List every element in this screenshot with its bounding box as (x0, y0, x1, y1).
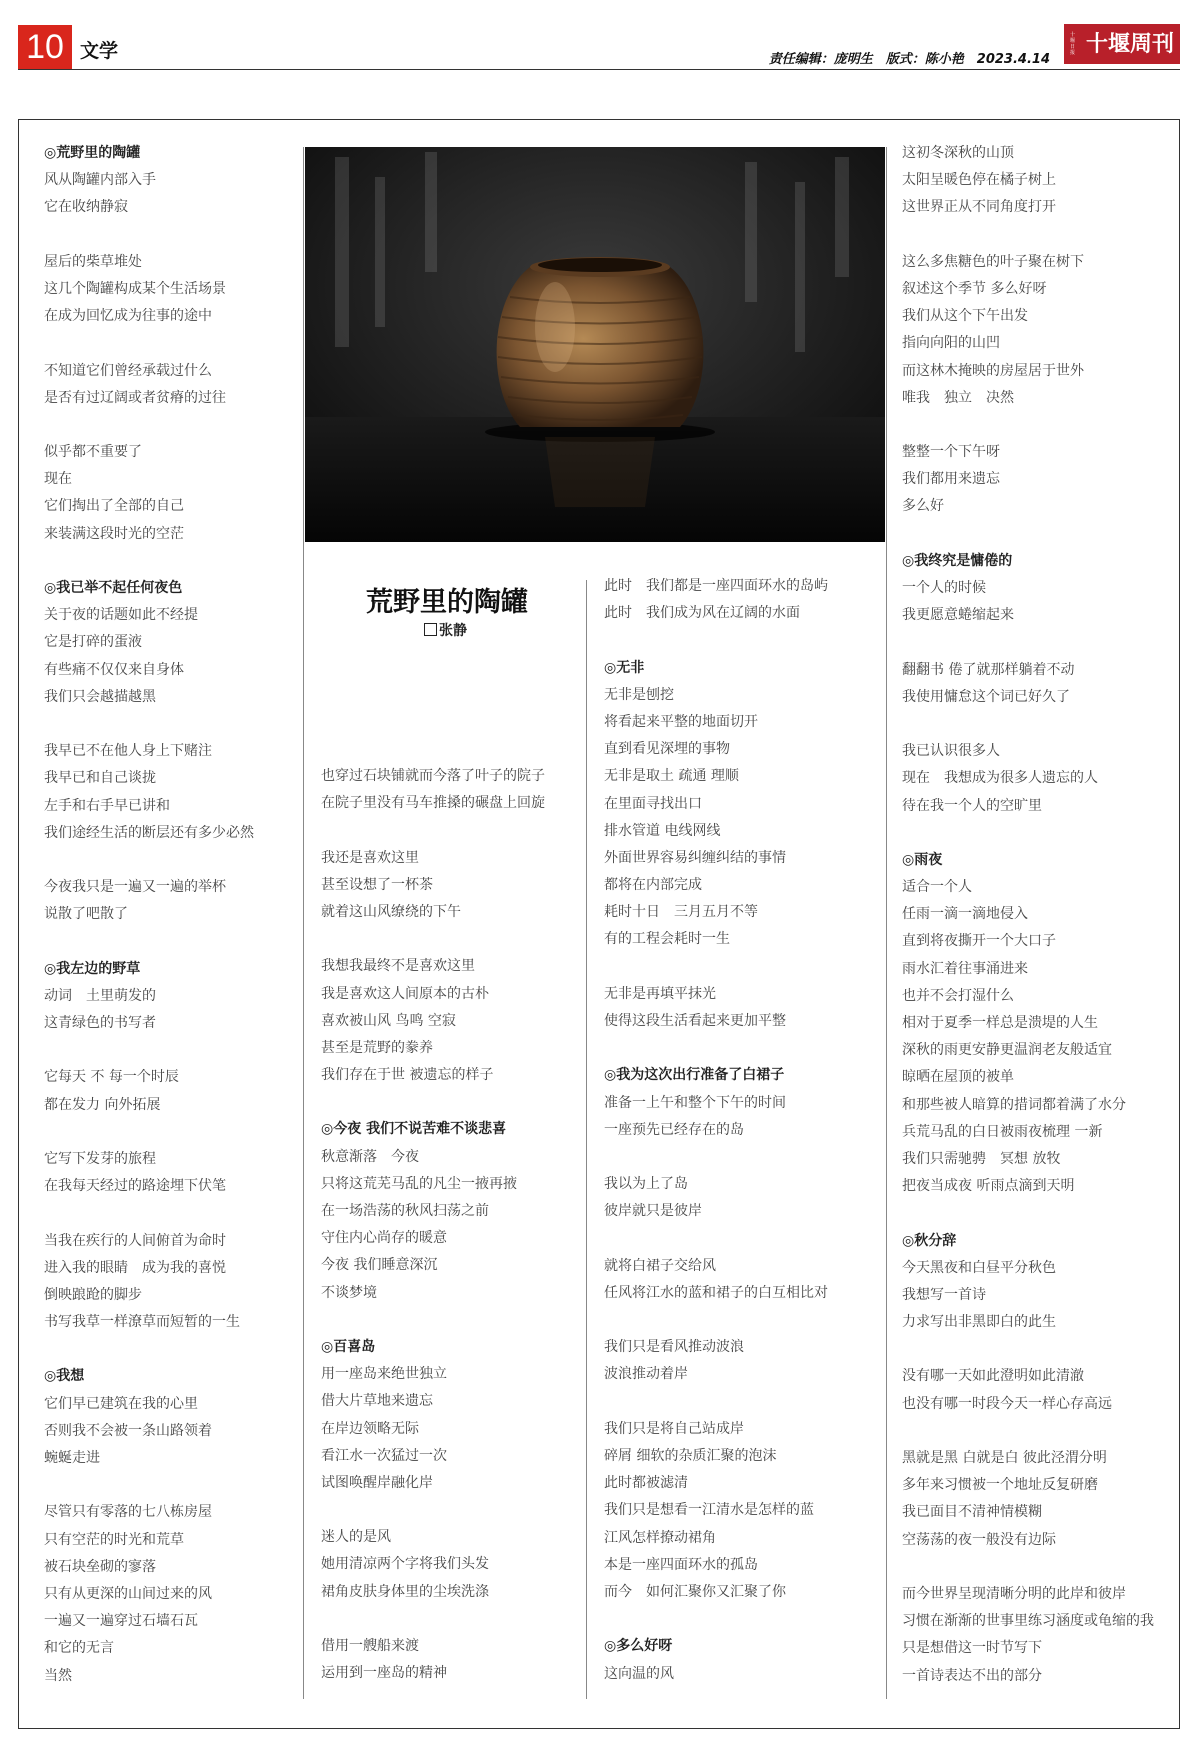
poem-heading: ◎我左边的野草 (44, 960, 141, 977)
poem-line: 它们掏出了全部的自己 (44, 498, 184, 515)
poem-line: 我是喜欢这人间原本的古朴 (321, 985, 489, 1002)
poem-line: 只有空茫的时光和荒草 (44, 1531, 184, 1548)
poem-column-3 (604, 573, 828, 1688)
poem-line: 也穿过石块铺就而今落了叶子的院子 (321, 768, 545, 784)
poem-line: 这向温的风 (604, 1665, 674, 1682)
poem-column-1 (44, 140, 254, 1690)
poem-line: 本是一座四面环水的孤岛 (604, 1556, 758, 1573)
poem-line: 来装满这段时光的空茫 (44, 525, 184, 542)
poem-line: 否则我不会被一条山路领着 (44, 1422, 212, 1439)
poem-line: 在一场浩荡的秋风扫荡之前 (321, 1203, 489, 1219)
poem-line: 外面世界容易纠缠纠结的事情 (604, 849, 786, 866)
poem-line: 将看起来平整的地面切开 (604, 713, 758, 730)
poem-line: 一座预先已经存在的岛 (604, 1121, 744, 1138)
poem-line: 蜿蜒走进 (44, 1450, 100, 1466)
stanza-gap (44, 222, 254, 249)
stanza-gap (321, 1307, 545, 1334)
poem-line: 任雨一滴一滴地侵入 (902, 906, 1028, 923)
poem-line: 关于夜的话题如此不经提 (44, 607, 198, 624)
stanza-gap (604, 1144, 828, 1171)
poem-line: 直到将夜撕开一个大口子 (902, 933, 1056, 950)
poem-line: 进入我的眼睛 成为我的喜悦 (44, 1259, 226, 1276)
poem-line: 在岸边领略无际 (321, 1420, 419, 1437)
poem-line: 我们只需驰骋 冥想 放牧 (902, 1150, 1061, 1167)
poem-line: 也并不会打湿什么 (902, 987, 1014, 1004)
author-box-icon (424, 623, 437, 636)
stanza-gap (902, 1336, 1154, 1363)
stanza-gap (321, 926, 545, 953)
stanza-gap (44, 330, 254, 357)
poem-line: 风从陶罐内部入手 (44, 172, 156, 189)
poem-line: 似乎都不重要了 (44, 444, 142, 461)
poem-line: 我已面目不清神情模糊 (902, 1504, 1042, 1521)
editor-credits: 责任编辑：庞明生 版式：陈小艳 2023.4.14 (768, 52, 1050, 67)
poem-heading: ◎雨夜 (902, 851, 943, 868)
poem-line: 左手和右手早已讲和 (44, 797, 170, 814)
poem-line: 黑就是黑 白就是白 彼此泾渭分明 (902, 1450, 1107, 1466)
poem-line: 我以为上了岛 (604, 1176, 688, 1193)
stanza-gap (604, 1035, 828, 1062)
stanza-gap (604, 1389, 828, 1416)
newspaper-logo (1064, 24, 1180, 64)
poem-line: 翻翻书 倦了就那样躺着不动 (902, 661, 1075, 678)
poem-column-4 (902, 140, 1154, 1690)
poem-line: 我们只是将自己站成岸 (604, 1420, 744, 1437)
poem-line: 当然 (44, 1667, 72, 1684)
poem-line: 我们都用来遗忘 (902, 471, 1000, 488)
poem-line: 不谈梦境 (321, 1284, 377, 1301)
poem-line: 整整一个下午呀 (902, 444, 1000, 461)
stanza-gap (321, 1606, 545, 1633)
poem-line: 我更愿意蜷缩起来 (902, 607, 1014, 624)
poem-line: 在院子里没有马车推搡的碾盘上回旋 (321, 795, 545, 812)
poem-line: 它们早已建筑在我的心里 (44, 1395, 198, 1412)
stanza-gap (902, 222, 1154, 249)
poem-line: 这青绿色的书写者 (44, 1015, 156, 1031)
column-divider-2 (586, 580, 587, 1699)
stanza-gap (604, 1226, 828, 1253)
poem-line: 今夜我只是一遍又一遍的举杯 (44, 879, 226, 896)
stanza-gap (902, 521, 1154, 548)
poem-line: 适合一个人 (902, 879, 972, 896)
stanza-gap (44, 1037, 254, 1064)
poem-line: 是否有过辽阔或者贫瘠的过往 (44, 389, 226, 406)
poem-heading: ◎无非 (604, 659, 645, 676)
poem-line: 它每天 不 每一个时辰 (44, 1069, 179, 1086)
poem-line: 指向向阳的山凹 (902, 335, 1000, 352)
poem-line: 在成为回忆成为往事的途中 (44, 308, 212, 325)
stanza-gap (604, 627, 828, 654)
poem-line: 被石块垒砌的寥落 (44, 1558, 156, 1575)
poem-line: 太阳呈暖色停在橘子树上 (902, 172, 1056, 189)
stanza-gap (321, 1089, 545, 1116)
stanza-gap (902, 711, 1154, 738)
poem-line: 倒映踉跄的脚步 (44, 1286, 142, 1303)
poem-line: 波浪推动着岸 (604, 1366, 688, 1383)
poem-line: 我早已不在他人身上下赌注 (44, 743, 212, 760)
poem-line: 守住内心尚存的暖意 (321, 1230, 447, 1247)
poem-line: 也没有哪一时段今天一样心存高远 (902, 1395, 1112, 1412)
poem-heading: ◎我终究是慵倦的 (902, 552, 1013, 569)
stanza-gap (902, 1418, 1154, 1445)
poem-line: 这世界正从不同角度打开 (902, 199, 1056, 216)
poem-line: 我想写一首诗 (902, 1286, 986, 1303)
article-title: 荒野里的陶罐 (366, 587, 528, 618)
poem-line: 兵荒马乱的白日被雨夜梳理 一新 (902, 1123, 1103, 1140)
poem-line: 运用到一座岛的精神 (321, 1665, 447, 1682)
poem-line: 今天黑夜和白昼平分秋色 (902, 1259, 1056, 1276)
poem-line: 晾晒在屋顶的被单 (902, 1069, 1014, 1086)
poem-line: 和那些被人暗算的措词都着满了水分 (902, 1096, 1126, 1113)
poem-line: 而今世界呈现清晰分明的此岸和彼岸 (902, 1585, 1126, 1602)
poem-line: 力求写出非黑即白的此生 (902, 1314, 1056, 1331)
poem-line: 它是打碎的蛋液 (44, 634, 142, 651)
poem-line: 此时都被滤清 (604, 1475, 688, 1492)
stanza-gap (44, 711, 254, 738)
poem-line: 甚至是荒野的豢养 (321, 1039, 433, 1056)
poem-line: 和它的无言 (44, 1640, 114, 1657)
poem-line: 都在发力 向外拓展 (44, 1096, 161, 1113)
poem-line: 书写我草一样潦草而短暂的一生 (44, 1314, 240, 1331)
poem-line: 而今 如何汇聚你又汇聚了你 (604, 1583, 786, 1600)
logo-small-text: 十堰日报 (1069, 32, 1075, 56)
poem-line: 我们只是想看一江清水是怎样的蓝 (604, 1502, 814, 1519)
poem-line: 空荡荡的夜一般没有边际 (902, 1531, 1056, 1548)
poem-line: 这么多焦糖色的叶子聚在树下 (902, 253, 1084, 270)
column-divider-3 (886, 147, 887, 1699)
poem-line: 一首诗表达不出的部分 (902, 1667, 1042, 1684)
stanza-gap (604, 1307, 828, 1334)
poem-line: 唯我 独立 决然 (902, 389, 1014, 406)
poem-line: 不知道它们曾经承载过什么 (44, 362, 212, 379)
stanza-gap (44, 1336, 254, 1363)
poem-line: 说散了吧散了 (44, 906, 128, 923)
poem-line: 多年来习惯被一个地址反复研磨 (902, 1477, 1098, 1494)
author-name: 张静 (439, 623, 467, 639)
stanza-gap (44, 1119, 254, 1146)
poem-line: 一遍又一遍穿过石墙石瓦 (44, 1613, 198, 1630)
poem-line: 无非是再填平抹光 (604, 985, 716, 1002)
poem-line: 它写下发芽的旅程 (44, 1150, 156, 1167)
poem-line: 尽管只有零落的七八栋房屋 (44, 1504, 212, 1521)
poem-line: 待在我一个人的空旷里 (902, 797, 1042, 814)
poem-line: 相对于夏季一样总是溃堤的人生 (902, 1015, 1098, 1031)
poem-line: 没有哪一天如此澄明如此清澈 (902, 1368, 1084, 1385)
poem-line: 准备一上午和整个下午的时间 (604, 1094, 786, 1111)
poem-line: 我已认识很多人 (902, 743, 1000, 760)
poem-line: 它在收纳静寂 (44, 199, 128, 216)
logo-text: 十堰周刊 (1085, 31, 1174, 57)
poem-line: 今夜 我们睡意深沉 (321, 1257, 438, 1274)
poem-line: 碎屑 细软的杂质汇聚的泡沫 (604, 1448, 777, 1464)
poem-heading: ◎今夜 我们不说苦难不谈悲喜 (321, 1121, 507, 1138)
poem-line: 我使用慵怠这个词已好久了 (902, 688, 1070, 705)
stanza-gap (44, 1200, 254, 1227)
poem-line: 在我每天经过的路途埋下伏笔 (44, 1178, 226, 1195)
poem-line: 叙述这个季节 多么好呀 (902, 280, 1047, 297)
stanza-gap (44, 548, 254, 575)
poem-heading: ◎百喜岛 (321, 1338, 376, 1355)
poem-line: 使得这段生活看起来更加平整 (604, 1013, 786, 1029)
poem-line: 都将在内部完成 (604, 877, 702, 894)
poem-line: 就着这山风缭绕的下午 (321, 903, 461, 920)
column-divider-1 (303, 147, 304, 1699)
poem-line: 任风将江水的蓝和裙子的白互相比对 (604, 1284, 828, 1301)
poem-line: 喜欢被山风 鸟鸣 空寂 (321, 1012, 456, 1029)
poem-line: 排水管道 电线网线 (604, 822, 721, 839)
poem-line: 现在 (44, 471, 72, 488)
poem-line: 江风怎样撩动裙角 (604, 1529, 716, 1546)
poem-line: 秋意渐落 今夜 (321, 1148, 419, 1165)
poem-line: 在里面寻找出口 (604, 795, 702, 812)
poem-heading: ◎荒野里的陶罐 (44, 145, 141, 161)
page-header (18, 20, 1180, 70)
poem-heading: ◎我想 (44, 1368, 85, 1385)
poem-line: 试图唤醒岸融化岸 (321, 1474, 433, 1491)
stanza-gap (44, 928, 254, 955)
section-name: 文学 (80, 40, 119, 62)
poem-line: 耗时十日 三月五月不等 (604, 904, 758, 921)
poem-line: 雨水汇着往事涌进来 (902, 960, 1028, 977)
poem-line: 把夜当成夜 听雨点滴到天明 (902, 1178, 1075, 1195)
poem-line: 这初冬深秋的山顶 (902, 145, 1014, 161)
stanza-gap (902, 1554, 1154, 1581)
poem-line: 此时 我们都是一座四面环水的岛屿 (604, 578, 828, 594)
stanza-gap (321, 1497, 545, 1524)
poem-heading: ◎秋分辞 (902, 1232, 957, 1249)
stanza-gap (44, 1472, 254, 1499)
stanza-gap (604, 1606, 828, 1633)
poem-line: 这几个陶罐构成某个生活场景 (44, 280, 226, 297)
poem-line: 无非是刨挖 (604, 686, 674, 703)
poem-line: 就将白裙子交给风 (604, 1257, 716, 1274)
poem-line: 我还是喜欢这里 (321, 849, 419, 866)
stanza-gap (44, 412, 254, 439)
poem-line: 一个人的时候 (902, 580, 986, 596)
poem-line: 直到看见深埋的事物 (604, 741, 730, 758)
poem-line: 有的工程会耗时一生 (604, 931, 730, 948)
poem-heading: ◎多么好呀 (604, 1638, 673, 1655)
poem-line: 此时 我们成为风在辽阔的水面 (604, 605, 800, 622)
poem-line: 屋后的柴草堆处 (44, 253, 142, 270)
poem-line: 我们存在于世 被遗忘的样子 (321, 1067, 494, 1084)
poem-line: 甚至设想了一杯茶 (321, 876, 433, 893)
stanza-gap (902, 629, 1154, 656)
stanza-gap (902, 412, 1154, 439)
poem-line: 我们途经生活的断层还有多少必然 (44, 824, 254, 841)
poem-line: 借用一艘船来渡 (321, 1638, 419, 1654)
stanza-gap (902, 1200, 1154, 1227)
poem-line: 借大片草地来遗忘 (321, 1393, 433, 1410)
poem-line: 看江水一次猛过一次 (321, 1447, 447, 1464)
poem-line: 当我在疾行的人间俯首为命时 (44, 1232, 226, 1249)
poem-heading: ◎我已举不起任何夜色 (44, 580, 183, 596)
page-number: 10 (18, 25, 72, 69)
poem-column-2 (321, 763, 545, 1687)
poem-line: 而这林木掩映的房屋居于世外 (902, 362, 1084, 379)
clay-jar-photo (305, 147, 885, 542)
poem-line: 她用清凉两个字将我们头发 (321, 1556, 489, 1573)
poem-line: 我们只是看风推动波浪 (604, 1339, 744, 1356)
poem-line: 裙角皮肤身体里的尘埃洗涤 (321, 1583, 489, 1600)
poem-line: 彼岸就只是彼岸 (604, 1203, 702, 1220)
poem-line: 只有从更深的山间过来的风 (44, 1585, 212, 1602)
poem-line: 有些痛不仅仅来自身体 (44, 661, 184, 678)
stanza-gap (604, 954, 828, 981)
poem-heading: ◎我为这次出行准备了白裙子 (604, 1067, 785, 1084)
poem-line: 只是想借这一时节写下 (902, 1640, 1042, 1657)
poem-line: 现在 我想成为很多人遗忘的人 (902, 770, 1098, 787)
header-rule (18, 69, 1180, 70)
poem-line: 深秋的雨更安静更温润老友般适宜 (902, 1042, 1112, 1059)
stanza-gap (44, 847, 254, 874)
poem-line: 我们只会越描越黑 (44, 688, 156, 705)
poem-line: 我们从这个下午出发 (902, 308, 1028, 325)
stanza-gap (321, 817, 545, 844)
stanza-gap (902, 820, 1154, 847)
poem-line: 迷人的是风 (321, 1529, 391, 1546)
article-author (424, 620, 467, 640)
poem-line: 无非是取土 疏通 理顺 (604, 768, 739, 785)
poem-line: 多么好 (902, 498, 944, 515)
poem-line: 动词 土里萌发的 (44, 987, 156, 1004)
poem-line: 用一座岛来绝世独立 (321, 1366, 447, 1383)
poem-line: 我早已和自己谈拢 (44, 770, 156, 787)
poem-line: 我想我最终不是喜欢这里 (321, 958, 475, 975)
poem-line: 习惯在渐渐的世事里练习涵度或龟缩的我 (902, 1613, 1154, 1630)
poem-line: 只将这荒芜马乱的凡尘一掖再掖 (321, 1175, 517, 1192)
